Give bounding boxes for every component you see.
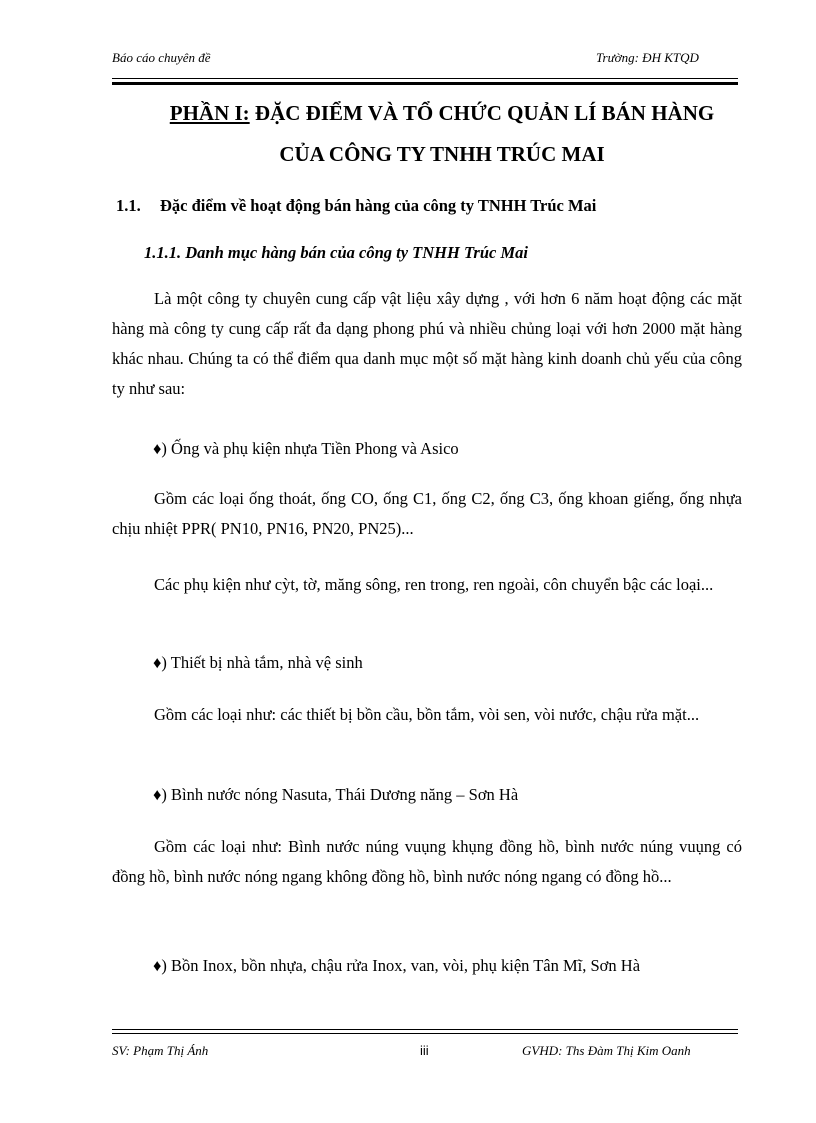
title-part-text: ĐẶC ĐIỂM VÀ TỔ CHỨC QUẢN LÍ BÁN HÀNG <box>249 101 715 125</box>
subsection-heading: 1.1.1. Danh mục hàng bán của công ty TNHH Trúc Mai <box>144 243 528 262</box>
section-number: 1.1. <box>116 196 141 215</box>
bullet-tanks: ♦) Bồn Inox, bồn nhựa, chậu rửa Inox, van, vòi, phụ kiện Tân Mĩ, Sơn Hà <box>153 956 641 975</box>
paragraph-water-heaters: Gồm các loại như: Bình nước núng vuụng khụng đồng hồ, bình nước núng vuụng có đồng hồ, bình nước nóng ngang không đồng hồ, bình nước nóng ngang có đồng hồ... <box>112 837 742 886</box>
footer-advisor: GVHD: Ths Đàm Thị Kim Oanh <box>522 1043 691 1058</box>
page-title-line2: CỦA CÔNG TY TNHH TRÚC MAI <box>279 142 605 166</box>
header-left-text: Báo cáo chuyên đề <box>112 50 211 65</box>
header-rule-thin <box>112 78 738 79</box>
bullet-pipes: ♦) Ống và phụ kiện nhựa Tiền Phong và Asico <box>153 439 459 458</box>
section-heading <box>116 196 596 216</box>
intro-paragraph: Là một công ty chuyên cung cấp vật liệu xây dựng , với hơn 6 năm hoạt động các mặt hàng mà công ty cung cấp rất đa dạng phong phú và nhiều chủng loại với hơn 2000 mặt hàng khác nhau. Chúng ta có thể điểm qua danh mục một số mặt hàng kinh doanh chủ yếu của công ty như sau: <box>112 289 742 398</box>
paragraph-bathroom: Gồm các loại như: các thiết bị bồn cầu, bồn tắm, vòi sen, vòi nước, chậu rửa mặt... <box>154 705 700 724</box>
bullet-bathroom: ♦) Thiết bị nhà tắm, nhà vệ sinh <box>153 653 363 672</box>
page-title-line1 <box>112 101 772 126</box>
footer-rule-top <box>112 1029 738 1030</box>
footer-rule-bottom <box>112 1033 738 1034</box>
title-part-label: PHẦN I: <box>169 101 250 125</box>
header-right-text: Trường: ĐH KTQD <box>596 50 699 65</box>
paragraph-pipes-types: Gồm các loại ống thoát, ống CO, ống C1, ống C2, ống C3, ống khoan giếng, ống nhựa chịu nhiệt PPR( PN10, PN16, PN20, PN25)... <box>112 489 742 538</box>
bullet-water-heaters: ♦) Bình nước nóng Nasuta, Thái Dương năng – Sơn Hà <box>153 785 519 804</box>
paragraph-fittings: Các phụ kiện như cỳt, tờ, măng sông, ren trong, ren ngoài, côn chuyển bậc các loại... <box>154 575 714 594</box>
section-title: Đặc điểm về hoạt động bán hàng của công ty TNHH Trúc Mai <box>160 196 597 215</box>
page-number: iii <box>420 1043 429 1058</box>
header-rule-thick <box>112 82 738 85</box>
footer-student: SV: Phạm Thị Ánh <box>112 1043 209 1058</box>
